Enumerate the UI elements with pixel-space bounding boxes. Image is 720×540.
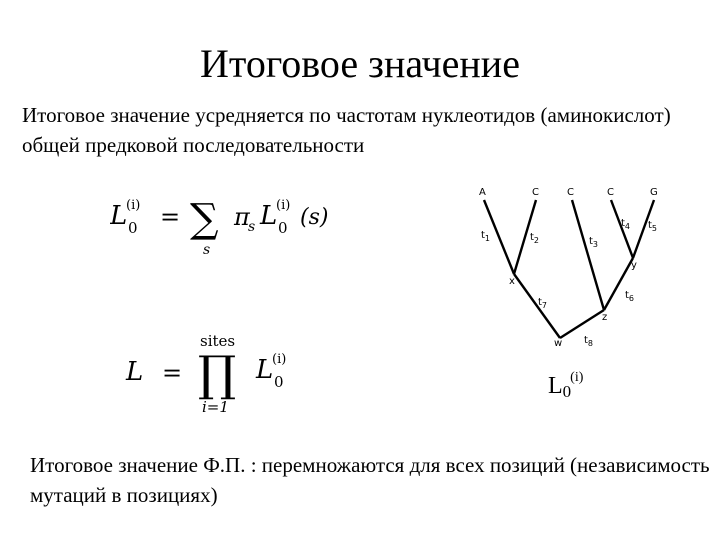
leaf-label: C: [567, 187, 574, 198]
branch-label: t: [648, 220, 652, 231]
branch-label: t: [538, 297, 542, 308]
formula1-pi: π: [234, 203, 250, 231]
branch-label: t: [584, 335, 588, 346]
svg-text:t8: [584, 335, 593, 348]
formula1-lhs: L: [110, 201, 128, 231]
branch-index: 5: [651, 224, 658, 233]
leaf-label: A: [479, 187, 486, 198]
branch-index: 3: [592, 240, 599, 249]
branch-label: t: [481, 230, 485, 241]
formula1-rhs-sup: (i): [276, 198, 291, 213]
sum-symbol: ∑: [190, 196, 219, 242]
prod-upper: sites: [200, 332, 236, 350]
formula2-equals: =: [162, 359, 183, 387]
leaf-labels: [479, 187, 658, 198]
slide-title: Итоговое значение: [200, 41, 520, 86]
formula1-rhs: L: [260, 201, 278, 231]
node-label: z: [602, 312, 608, 323]
node-label: y: [631, 260, 637, 271]
sum-index: s: [203, 242, 211, 258]
likelihood-main: L: [548, 373, 563, 399]
svg-text:t6: [625, 290, 634, 303]
branch-t7: [514, 274, 560, 338]
branch-index: 1: [484, 234, 491, 243]
formula1-lhs-sup: (i): [126, 198, 141, 213]
formula2-rhs-sub: 0: [274, 373, 284, 391]
branch-index: 2: [533, 236, 540, 245]
likelihood-sup: (i): [570, 370, 584, 385]
intro-text: Итоговое значение усредняется по частотам нуклеотидов (аминокислот) общей предковой последовательности: [22, 103, 671, 157]
leaf-label: G: [650, 187, 658, 198]
branch-index: 7: [541, 301, 548, 310]
product-formula: [120, 328, 320, 418]
branch-index: 6: [628, 294, 635, 303]
branch-index: 8: [587, 339, 594, 348]
formula2-lhs: L: [126, 357, 144, 387]
branch-t8: [560, 310, 604, 338]
svg-text:t3: [589, 236, 598, 249]
svg-text:t5: [648, 220, 657, 233]
tree-branches: [484, 200, 654, 338]
prod-symbol: ∏: [198, 346, 237, 402]
svg-text:t1: [481, 230, 490, 243]
phylogenetic-tree: [468, 180, 698, 360]
branch-label: t: [589, 236, 593, 247]
leaf-label: C: [607, 187, 614, 198]
prod-lower: i=1: [202, 398, 229, 416]
formula1-equals: =: [160, 203, 181, 231]
outro-text: Итоговое значение Ф.П. : перемножаются для всех позиций (независимость мутаций в позициях): [30, 453, 710, 507]
svg-text:t2: [530, 232, 539, 245]
node-labels: [509, 260, 637, 349]
node-label: w: [554, 338, 563, 349]
formula2-rhs-sup: (i): [272, 352, 287, 367]
branch-t3: [572, 200, 604, 310]
likelihood-sub: 0: [562, 382, 572, 401]
branch-label: t: [621, 218, 625, 229]
node-label: x: [509, 276, 515, 287]
branch-index: 4: [624, 222, 631, 231]
branch-label: t: [625, 290, 629, 301]
average-formula: [110, 192, 340, 262]
formula1-lhs-sub: 0: [128, 219, 138, 237]
formula1-pi-sub: s: [248, 219, 256, 235]
branch-labels: [481, 218, 657, 348]
formula1-rhs-sub: 0: [278, 219, 288, 237]
formula1-rhs-arg: (s): [300, 205, 329, 230]
formula2-rhs: L: [256, 355, 274, 385]
likelihood-label: [548, 370, 583, 402]
leaf-label: C: [532, 187, 539, 198]
branch-label: t: [530, 232, 534, 243]
